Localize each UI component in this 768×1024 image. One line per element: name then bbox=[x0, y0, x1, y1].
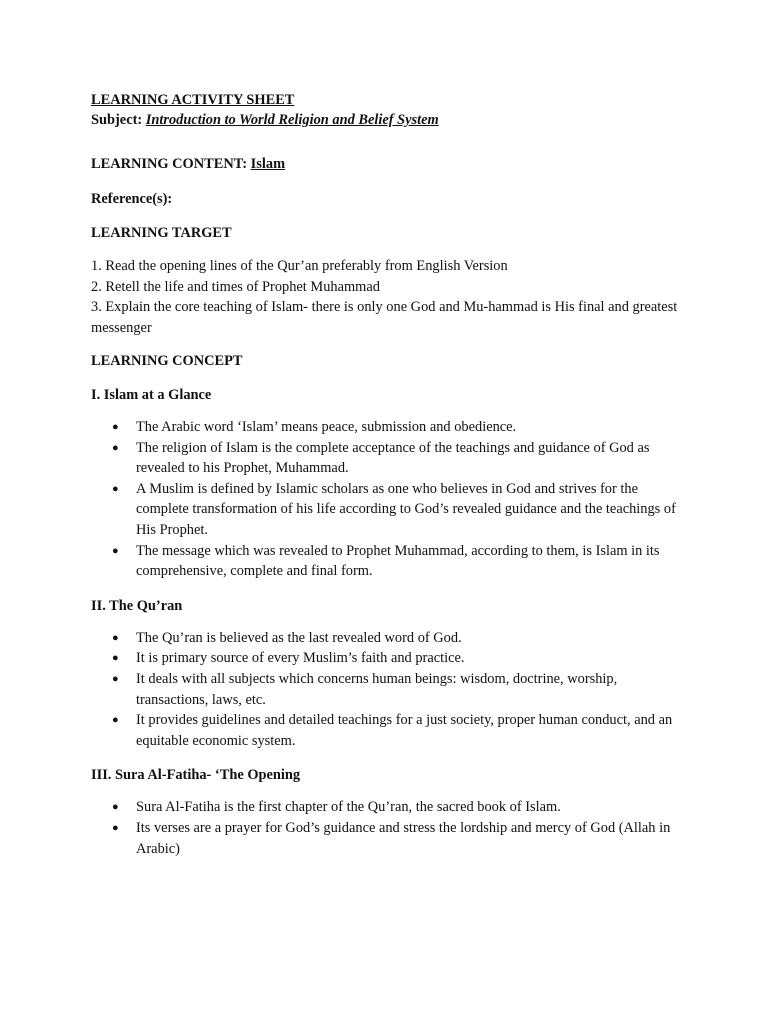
list-item: ● The Qu’ran is believed as the last revealed word of God. bbox=[91, 628, 681, 649]
list-item: ● The message which was revealed to Prophet Muhammad, according to them, is Islam in its comprehensive, complete and final form. bbox=[112, 542, 660, 580]
document-page bbox=[91, 90, 681, 859]
section-2-bullet-list bbox=[91, 628, 681, 752]
section-heading-sura-al-fatiha: III. Sura Al-Fatiha- ‘The Opening bbox=[91, 767, 301, 784]
title-block bbox=[91, 90, 681, 130]
learning-target-heading: LEARNING TARGET bbox=[91, 225, 232, 241]
bullet-icon: ● bbox=[112, 652, 119, 665]
learning-content-value: Islam bbox=[250, 156, 286, 172]
list-item: ● Its verses are a prayer for God’s guidance and stress the lordship and mercy of God (Allah in Arabic) bbox=[112, 819, 671, 857]
bullet-icon: ● bbox=[112, 714, 119, 727]
list-item: ● It provides guidelines and detailed teachings for a just society, proper human conduct, and an equitable economic system. bbox=[112, 712, 673, 749]
list-item: ● It is primary source of every Muslim’s faith and practice. bbox=[91, 648, 681, 669]
bullet-icon: ● bbox=[112, 672, 119, 685]
learning-content-label: LEARNING CONTENT: bbox=[91, 156, 248, 172]
list-item: ● Sura Al-Fatiha is the first chapter of the Qu’ran, the sacred book of Islam. bbox=[91, 797, 681, 818]
bullet-icon: ● bbox=[112, 421, 119, 433]
list-item: ● The Arabic word ‘Islam’ means peace, submission and obedience. bbox=[91, 417, 681, 438]
target-item-2: 2. Retell the life and times of Prophet Muhammad bbox=[91, 278, 380, 295]
subject-line bbox=[91, 110, 681, 130]
learning-content-line bbox=[91, 154, 681, 174]
references-label: Reference(s): bbox=[91, 191, 173, 207]
target-item-1: 1. Read the opening lines of the Qur’an preferably from English Version bbox=[91, 258, 508, 274]
list-item: ● It deals with all subjects which concerns human beings: wisdom, doctrine, worship, transactions, laws, etc. bbox=[112, 670, 618, 708]
section-heading-islam-at-a-glance: I. Islam at a Glance bbox=[91, 387, 212, 403]
bullet-icon: ● bbox=[112, 801, 119, 814]
bullet-icon: ● bbox=[112, 631, 119, 644]
learning-concept-heading: LEARNING CONCEPT bbox=[91, 353, 243, 369]
section-heading-the-quran: II. The Qu’ran bbox=[91, 597, 183, 614]
list-item: ● The religion of Islam is the complete acceptance of the teachings and guidance of God as revealed to his Prophet, Muhammad. bbox=[112, 439, 650, 477]
bullet-icon: ● bbox=[112, 544, 119, 557]
subject-label: Subject: bbox=[91, 112, 143, 128]
section-3-bullet-list bbox=[91, 797, 681, 859]
target-item-3: 3. Explain the core teaching of Islam- there is only one God and Mu-hammad is His final and greatest messenger bbox=[91, 299, 678, 336]
list-item: ● A Muslim is defined by Islamic scholars as one who believes in God and strives for the complete transformation of his life according to God’s revealed guidance and the teachings of His Prophet. bbox=[112, 480, 676, 538]
bullet-icon: ● bbox=[112, 441, 119, 454]
bullet-icon: ● bbox=[112, 821, 119, 834]
section-1-bullet-list bbox=[91, 417, 681, 582]
subject-value: Introduction to World Religion and Belief System bbox=[145, 112, 439, 128]
learning-target-list bbox=[91, 256, 681, 338]
sheet-title: LEARNING ACTIVITY SHEET bbox=[91, 92, 295, 108]
bullet-icon: ● bbox=[112, 482, 119, 495]
